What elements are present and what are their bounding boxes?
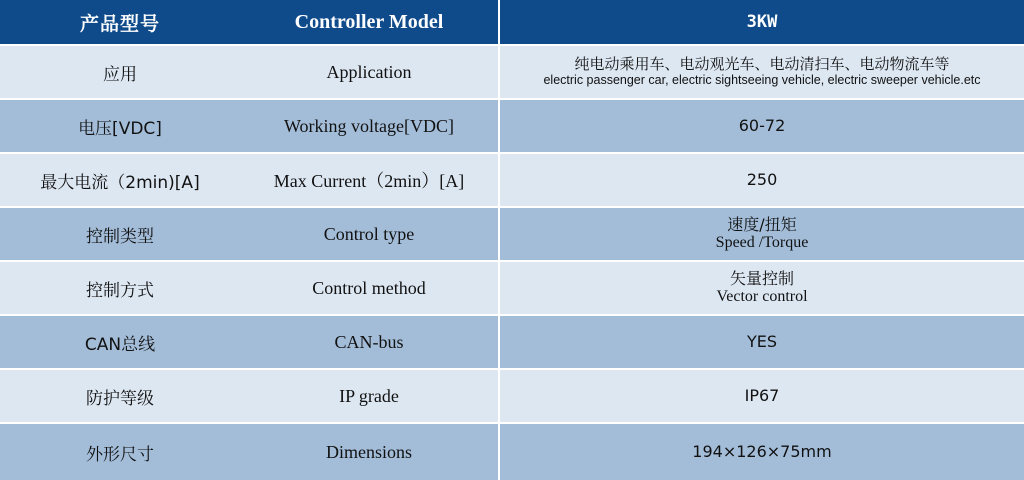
row-value-application — [498, 46, 1024, 98]
row-label-en: IP grade — [339, 385, 399, 406]
row-label-en: Control method — [312, 277, 426, 298]
table-row-control-method — [0, 262, 498, 314]
value-line-zh: 速度/扭矩 — [727, 214, 797, 234]
row-label-zh: 外形尺寸 — [86, 444, 154, 465]
table-row-application — [0, 46, 498, 98]
header-left — [0, 0, 498, 44]
row-value-control-type — [498, 208, 1024, 260]
row-value-ip-grade — [498, 370, 1024, 422]
row-label-en: Application — [326, 61, 412, 82]
table-row-voltage — [0, 100, 498, 152]
row-label-zh: 防护等级 — [86, 388, 154, 409]
row-label-en: Dimensions — [325, 441, 412, 462]
row-label-en: Control type — [323, 223, 415, 244]
value-line: 250 — [746, 169, 778, 189]
header-label-en: Controller Model — [294, 10, 444, 33]
row-label-en: Working voltage[VDC] — [283, 115, 454, 136]
value-line-en: Speed /Torque — [715, 234, 809, 251]
row-label-zh: 控制类型 — [86, 226, 154, 247]
row-value-max-current — [498, 154, 1024, 206]
table-row-ip-grade — [0, 370, 498, 422]
header-label-zh: 产品型号 — [79, 12, 160, 35]
row-label-zh: 最大电流（2min)[A] — [40, 172, 200, 193]
row-label-zh: 应用 — [103, 64, 137, 85]
value-line: 194×126×75mm — [692, 441, 832, 461]
row-value-dimensions — [498, 424, 1024, 480]
value-line: 60-72 — [738, 115, 786, 135]
table-row-dimensions — [0, 424, 498, 480]
row-value-control-method — [498, 262, 1024, 314]
row-value-can-bus — [498, 316, 1024, 368]
table-row-max-current — [0, 154, 498, 206]
row-label-en: Max Current（2min）[A] — [273, 171, 465, 191]
row-value-voltage — [498, 100, 1024, 152]
row-label-zh: CAN总线 — [84, 334, 156, 355]
value-line-en: Vector control — [716, 288, 808, 305]
header-value-cell — [498, 0, 1024, 44]
row-label-zh: 电压[VDC] — [78, 118, 162, 139]
row-label-en: CAN-bus — [334, 331, 404, 352]
value-line-zh: 纯电动乘用车、电动观光车、电动清扫车、电动物流车等 — [574, 55, 950, 74]
value-line: YES — [746, 331, 778, 351]
value-line: IP67 — [744, 385, 780, 405]
value-line-zh: 矢量控制 — [729, 268, 794, 288]
table-row-control-type — [0, 208, 498, 260]
header-model-value: 3KW — [746, 12, 778, 32]
value-line-en: electric passenger car, electric sightseeing vehicle, electric sweeper vehicle.etc — [543, 73, 981, 88]
table-row-can-bus — [0, 316, 498, 368]
row-label-zh: 控制方式 — [86, 280, 154, 301]
